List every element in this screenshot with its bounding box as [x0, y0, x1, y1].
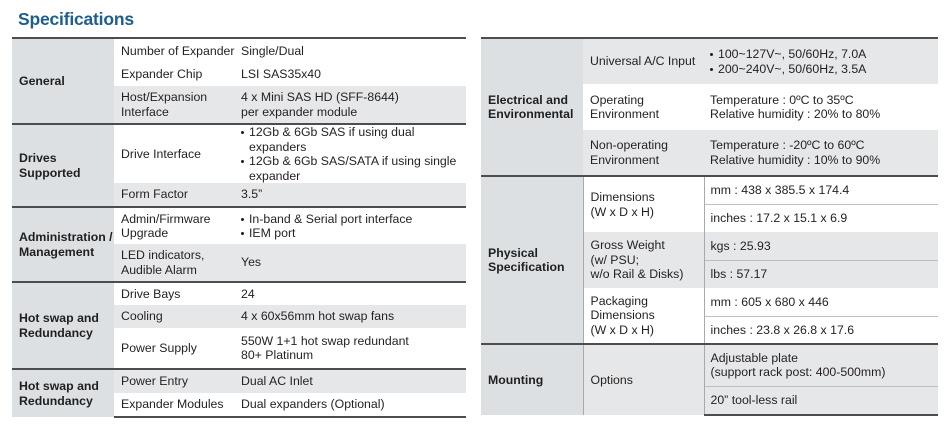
spec-label: Expander Modules: [114, 393, 235, 417]
table-row: [481, 38, 938, 84]
spec-label: Universal A/C Input: [583, 38, 704, 84]
spec-label: Options: [583, 344, 704, 415]
spec-label: Packaging Dimensions (W x D x H): [583, 288, 704, 344]
spec-label: LED indicators, Audible Alarm: [114, 244, 235, 282]
spec-value: 550W 1+1 hot swap redundant 80+ Platinum: [235, 328, 466, 369]
category-hot-swap-redundancy: Hot swap and Redundancy: [12, 282, 114, 369]
spec-value: Adjustable plate (support rack post: 400-500mm): [704, 344, 938, 386]
spec-value: Temperature : -20ºC to 60ºC Relative humidity : 10% to 90%: [704, 130, 938, 176]
table-row: [12, 282, 466, 305]
spec-label: Operating Environment: [583, 84, 704, 130]
spec-label: Drive Interface: [114, 124, 235, 183]
list-item: In-band & Serial port interface: [241, 212, 466, 227]
spec-label: Non-operating Environment: [583, 130, 704, 176]
spec-value: 4 x Mini SAS HD (SFF-8644) per expander module: [235, 86, 466, 124]
category-electrical-environmental: Electrical and Environmental: [481, 38, 583, 176]
spec-value: Single/Dual: [235, 38, 466, 63]
list-item: IEM port: [241, 226, 466, 241]
list-item: 12Gb & 6Gb SAS/SATA if using single expander: [241, 154, 466, 183]
spec-value: Temperature : 0ºC to 35ºC Relative humidity : 20% to 80%: [704, 84, 938, 130]
spec-label: Number of Expander: [114, 38, 235, 63]
spec-value: [704, 38, 938, 84]
spec-value: inches : 17.2 x 15.1 x 6.9: [704, 204, 938, 232]
spec-label: Form Factor: [114, 183, 235, 207]
spec-label: Expander Chip: [114, 63, 235, 86]
table-row: [12, 369, 466, 393]
spec-value: mm : 605 x 680 x 446: [704, 288, 938, 316]
spec-label: Cooling: [114, 305, 235, 328]
spec-label: Gross Weight (w/ PSU; w/o Rail & Disks): [583, 232, 704, 288]
spec-value: 4 x 60x56mm hot swap fans: [235, 305, 466, 328]
spec-value: Dual AC Inlet: [235, 369, 466, 393]
category-administration: Administration / Management: [12, 207, 114, 282]
category-mounting: Mounting: [481, 344, 583, 415]
table-row: [12, 124, 466, 183]
spec-label: Admin/Firmware Upgrade: [114, 207, 235, 244]
list-item: 12Gb & 6Gb SAS if using dual expanders: [241, 125, 466, 154]
spec-value: 20” tool-less rail: [704, 386, 938, 415]
spec-value: [235, 124, 466, 183]
category-physical-specification: Physical Specification: [481, 176, 583, 344]
table-row: [481, 344, 938, 386]
spec-value: lbs : 57.17: [704, 260, 938, 288]
spec-value: LSI SAS35x40: [235, 63, 466, 86]
spec-value: 3.5”: [235, 183, 466, 207]
page-title: Specifications: [18, 9, 134, 29]
list-item: 100~127V~, 50/60Hz, 7.0A: [710, 47, 938, 62]
category-general: General: [12, 38, 114, 124]
list-item: 200~240V~, 50/60Hz, 3.5A: [710, 62, 938, 77]
spec-table-left: [12, 37, 466, 418]
spec-table-right: [481, 37, 938, 416]
spec-value: Yes: [235, 244, 466, 282]
spec-label: Power Supply: [114, 328, 235, 369]
spec-label: Power Entry: [114, 369, 235, 393]
spec-value: mm : 438 x 385.5 x 174.4: [704, 176, 938, 204]
spec-value: inches : 23.8 x 26.8 x 17.6: [704, 316, 938, 344]
table-row: [12, 207, 466, 244]
category-hot-swap-redundancy: Hot swap and Redundancy: [12, 369, 114, 417]
spec-label: Host/Expansion Interface: [114, 86, 235, 124]
spec-value: 24: [235, 282, 466, 305]
spec-value: Dual expanders (Optional): [235, 393, 466, 417]
spec-label: Drive Bays: [114, 282, 235, 305]
spec-value: kgs : 25.93: [704, 232, 938, 260]
table-row: [12, 38, 466, 63]
spec-value: [235, 207, 466, 244]
table-row: [481, 176, 938, 204]
category-drives-supported: Drives Supported: [12, 124, 114, 207]
spec-label: Dimensions (W x D x H): [583, 176, 704, 232]
